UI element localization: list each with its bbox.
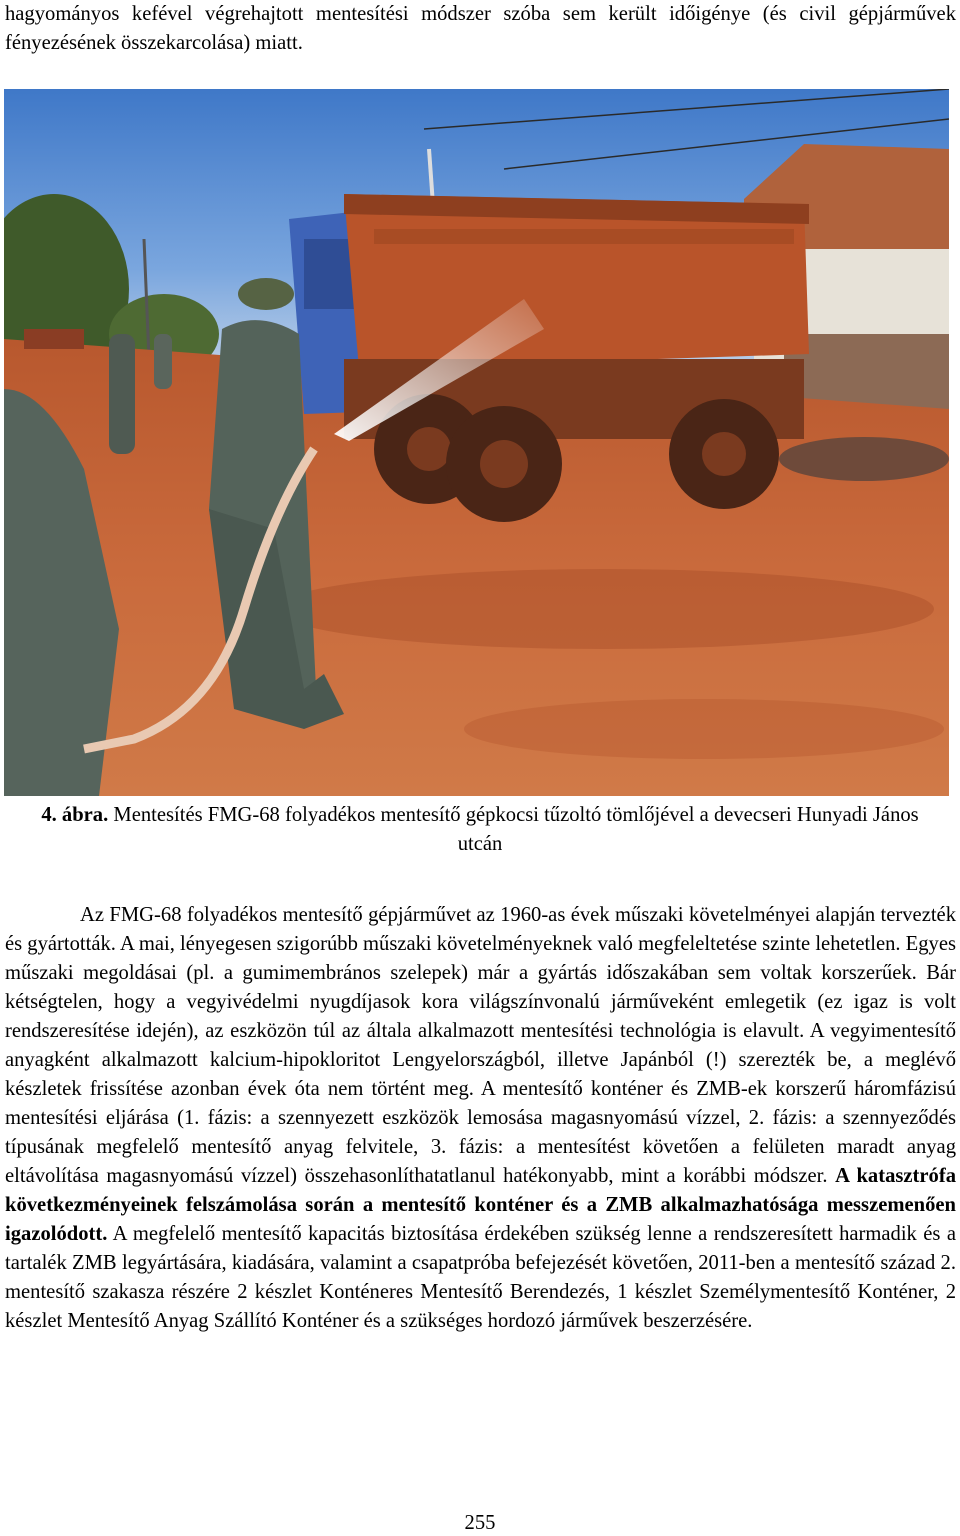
top-paragraph: hagyományos kefével végrehajtott mentesítési módszer szóba sem került időigénye (és civil gépjárművek fényezésének összekarcolása) miatt. — [5, 3, 956, 54]
page-number: 255 — [464, 1512, 496, 1534]
figure-caption — [30, 801, 930, 859]
body-text-2: A megfelelő mentesítő kapacitás biztosítása érdekében szükség lenne a rendszeresített harmadik és a tartalék ZMB legyártására, kiadására, valamint a csapatpróba befejezését követően, 2011-ben a mentesítő század 2. mentesítő szakasza részére 2 készlet Konténeres Mentesítő Berendezés, 1 készlet Személymentesítő Konténer, 2 készlet Mentesítő Anyag Szállító Konténer és a szükséges hordozó járművek beszerzésére. — [5, 1223, 956, 1332]
figure-photo — [4, 89, 949, 796]
body-bold-text: A katasztrófa következményeinek felszámolása során a mentesítő konténer és a ZMB alkalmazhatósága messzemenően igazolódott. — [5, 1165, 956, 1245]
body-paragraph — [5, 901, 956, 1336]
figure-label: 4. ábra. — [41, 804, 109, 826]
body-text-1: Az FMG-68 folyadékos mentesítő gépjárművet az 1960-as évek műszaki követelményei alapján tervezték és gyártották. A mai, lényegesen szigorúbb műszaki követelményeknek való megfeleltetése szinte lehetetlen. Egyes műszaki megoldásai (pl. a gumimembrános szelepek) már a gyártás időszakában sem voltak korszerűek. Bár kétségtelen, hogy a vegyivédelmi nyugdíjasok kora világszínvonalú járműveként emlegetik (ez igaz is volt rendszeresítése idején), az eszközön túl az általa alkalmazott mentesítési technológia is elavult. A vegyimentesítő anyagként alkalmazott kalcium-hipokloritot Lengyelországból, illetve Japánból (!) szerezték be, a meglévő készletek frissítése azonban évek óta nem történt meg. A mentesítő konténer és ZMB-ek korszerű háromfázisú mentesítési eljárása (1. fázis: a szennyezett eszközök lemosása magasnyomású vízzel, 2. fázis: a szennyeződés típusának megfelelő mentesítő anyag felvitele, 3. fázis: a mentesítést követően a felületen maradt anyag eltávolítása magasnyomású vízzel) összehasonlíthatatlanul hatékonyabb, mint a korábbi módszer. — [5, 904, 957, 1187]
figure-caption-text: Mentesítés FMG-68 folyadékos mentesítő gépkocsi tűzoltó tömlőjével a devecseri Hunyadi János utcán — [108, 804, 919, 855]
